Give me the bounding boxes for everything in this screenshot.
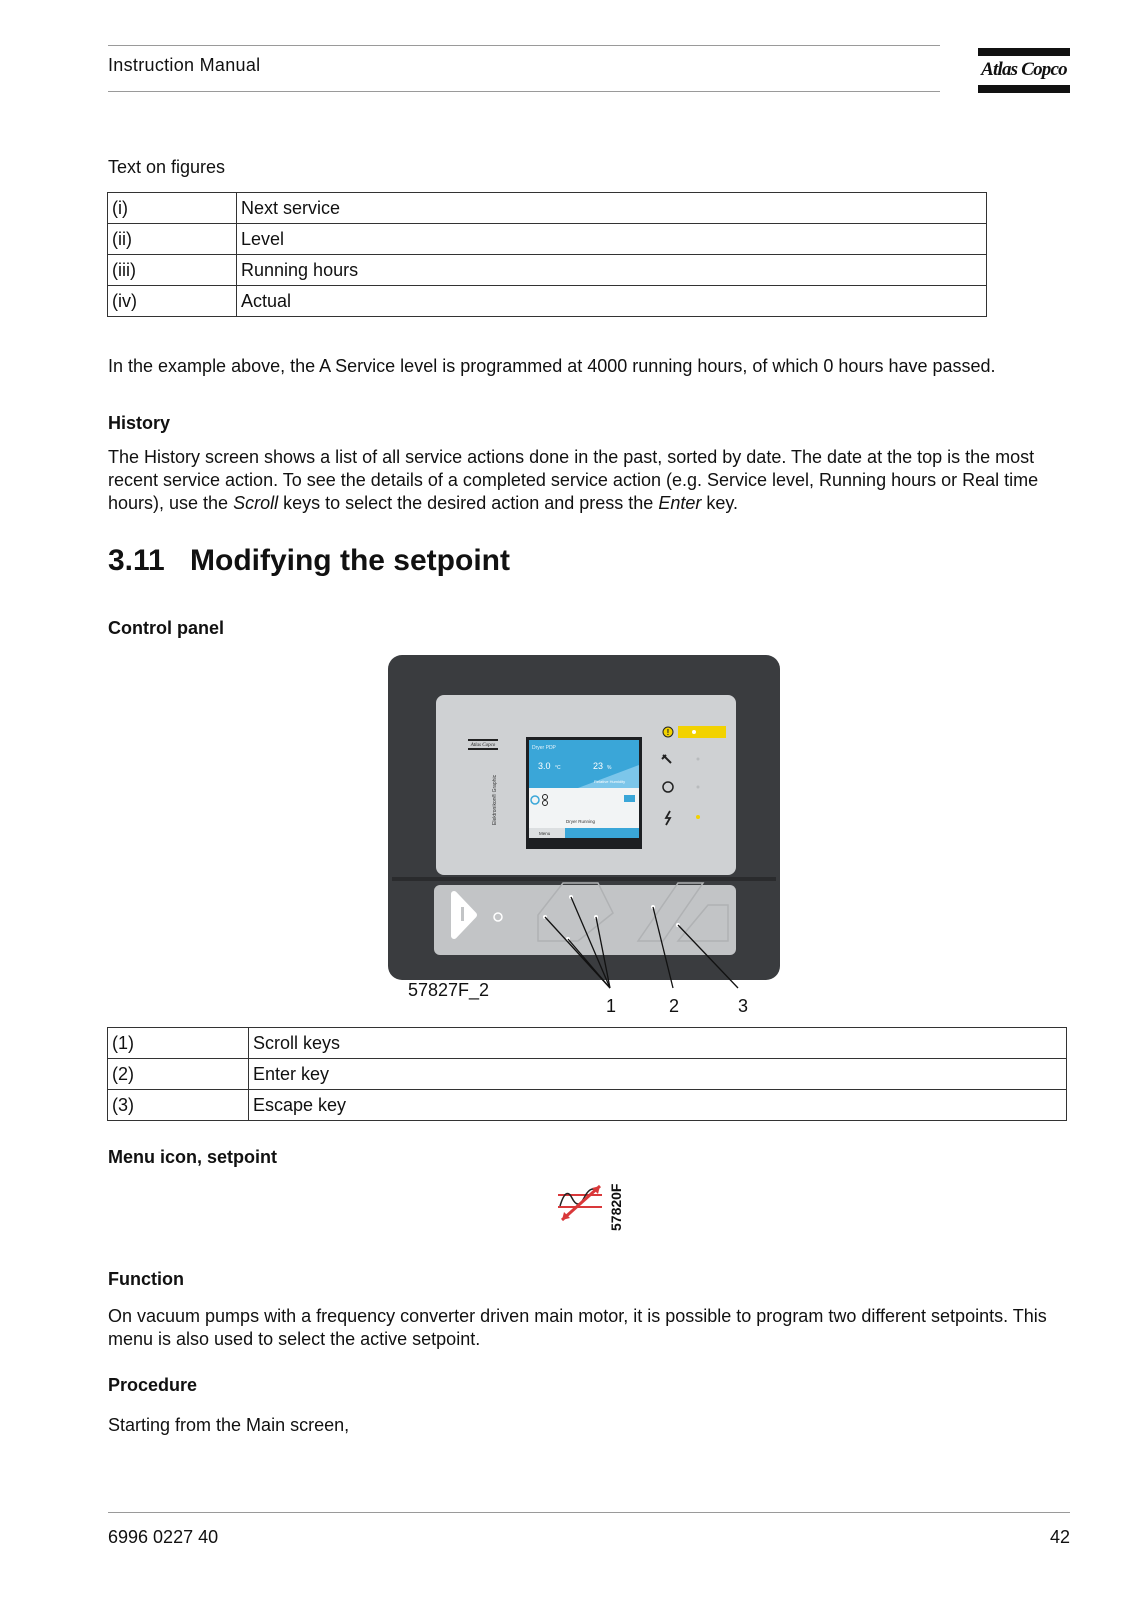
svg-text:Dryer PDP: Dryer PDP	[532, 745, 556, 751]
table-row: (iv) Actual	[108, 286, 987, 317]
example-paragraph: In the example above, the A Service level is programmed at 4000 running hours, of which 0 hours have passed.	[108, 356, 996, 376]
svg-text:%: %	[607, 765, 612, 771]
svg-text:°C: °C	[555, 765, 561, 771]
svg-text:Menu: Menu	[539, 831, 551, 836]
function-heading: Function	[108, 1269, 184, 1289]
function-paragraph: On vacuum pumps with a frequency converter driven main motor, it is possible to program two different setpoints. This menu is also used to select the active setpoint.	[108, 1306, 1047, 1349]
callout-2: 2	[669, 996, 680, 1015]
svg-text:Relative Humidity: Relative Humidity	[594, 779, 626, 784]
atlas-copco-logo: Atlas Copco	[978, 48, 1070, 94]
panel-brand: Atlas Copco	[470, 743, 496, 748]
table-row: (3) Escape key	[108, 1090, 1067, 1121]
procedure-heading: Procedure	[108, 1375, 198, 1395]
page-number: 42	[1049, 1527, 1070, 1547]
table-row: (2) Enter key	[108, 1059, 1067, 1090]
doc-number: 6996 0227 40	[108, 1527, 219, 1547]
warning-led-strip	[678, 726, 726, 738]
callout-1: 1	[606, 996, 617, 1015]
text-on-figures-table	[107, 192, 987, 317]
table-row: (1) Scroll keys	[108, 1028, 1067, 1059]
history-heading: History	[108, 413, 171, 433]
svg-text:!: !	[666, 728, 670, 737]
header-rule-top	[108, 45, 940, 46]
menu-icon-figure-id: 57820F	[608, 1183, 624, 1231]
header-rule-bottom	[108, 91, 940, 92]
svg-text:Dryer Running: Dryer Running	[566, 819, 596, 824]
figure-id: 57827F_2	[408, 980, 490, 1000]
table-row: (iii) Running hours	[108, 255, 987, 286]
callout-3: 3	[738, 996, 749, 1015]
footer-rule	[108, 1512, 1070, 1513]
keypad	[434, 885, 736, 955]
history-paragraph: The History screen shows a list of all service actions done in the past, sorted by date. The date at the top is the most recent service action. To see the details of a completed service action (e.g. Service level, Running hours or Real time hours), use the Scroll keys to select the desired action and press the Enter key.	[108, 447, 1039, 513]
control-panel-heading: Control panel	[108, 618, 224, 638]
svg-text:3.0: 3.0	[538, 761, 551, 771]
header-title: Instruction Manual	[108, 55, 261, 75]
control-panel-figure	[388, 655, 788, 1015]
table-row: (ii) Level	[108, 224, 987, 255]
panel-side-text: Elektronikon® Graphic	[492, 774, 498, 825]
setpoint-icon	[556, 1176, 628, 1236]
keys-table	[107, 1027, 1067, 1121]
table-row: (i) Next service	[108, 193, 987, 224]
procedure-paragraph: Starting from the Main screen,	[108, 1415, 350, 1435]
svg-text:23: 23	[593, 761, 604, 771]
text-on-figures-label: Text on figures	[108, 157, 226, 177]
section-title: 3.11 Modifying the setpoint	[108, 544, 510, 577]
menu-icon-heading: Menu icon, setpoint	[108, 1147, 277, 1167]
